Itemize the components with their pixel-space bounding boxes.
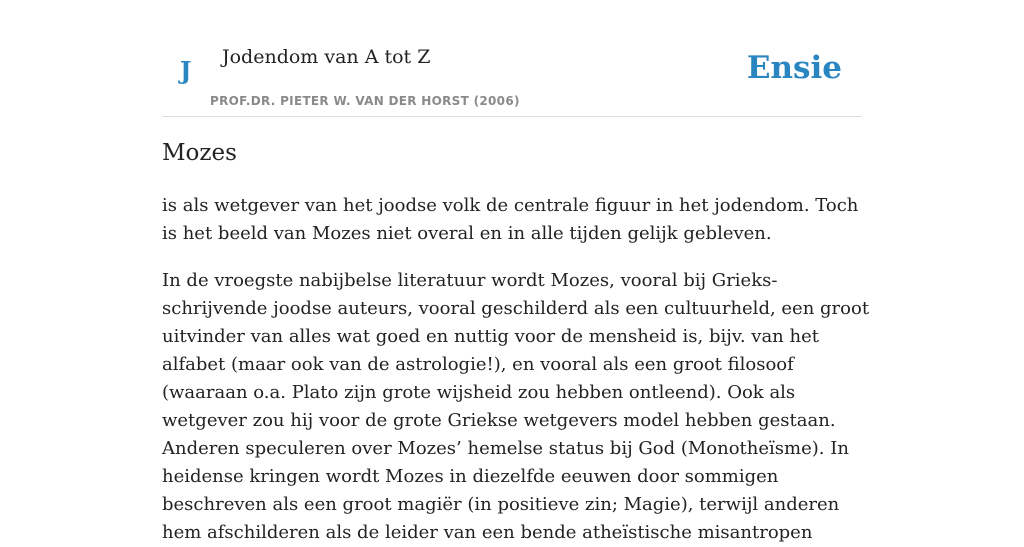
entry-paragraph-1: is als wetgever van het joodse volk de centrale figuur in het jodendom. Toch is het beeld van Mozes niet overal en in alle tijden gelijk gebleven. — [162, 195, 859, 244]
book-title-link[interactable]: Jodendom van A tot Z — [222, 46, 431, 68]
entry-title: Mozes — [162, 140, 237, 166]
book-header — [162, 0, 862, 117]
book-author: PROF.DR. PIETER W. VAN DER HORST (2006) — [210, 94, 520, 108]
ensie-logo-link[interactable]: Ensie — [746, 50, 842, 86]
book-letter-icon: J — [180, 56, 192, 85]
entry-paragraph-2: In de vroegste nabijbelse literatuur wordt Mozes, vooral bij Grieks-schrijvende joodse auteurs, vooral geschilderd als een cultuurheld, een groot uitvinder van alles wat goed en nuttig voor de mensheid is, bijv. van het alfabet (maar ook van de astrologie!), en vooral als een groot filosoof (waaraan o.a. Plato zijn grote wijsheid zou hebben ontleend). Ook als wetgever zou hij voor de grote Griekse wetgevers model hebben gestaan. Anderen speculeren over Mozes’ hemelse status bij God (Monotheïsme). In heidense kringen wordt Mozes in diezelfde eeuwen door sommigen beschreven als een groot magiër (in positieve zin; Magie), terwijl anderen hem afschilderen als de leider van een bende atheïstische misantropen — [162, 270, 870, 543]
page-container — [162, 0, 870, 543]
